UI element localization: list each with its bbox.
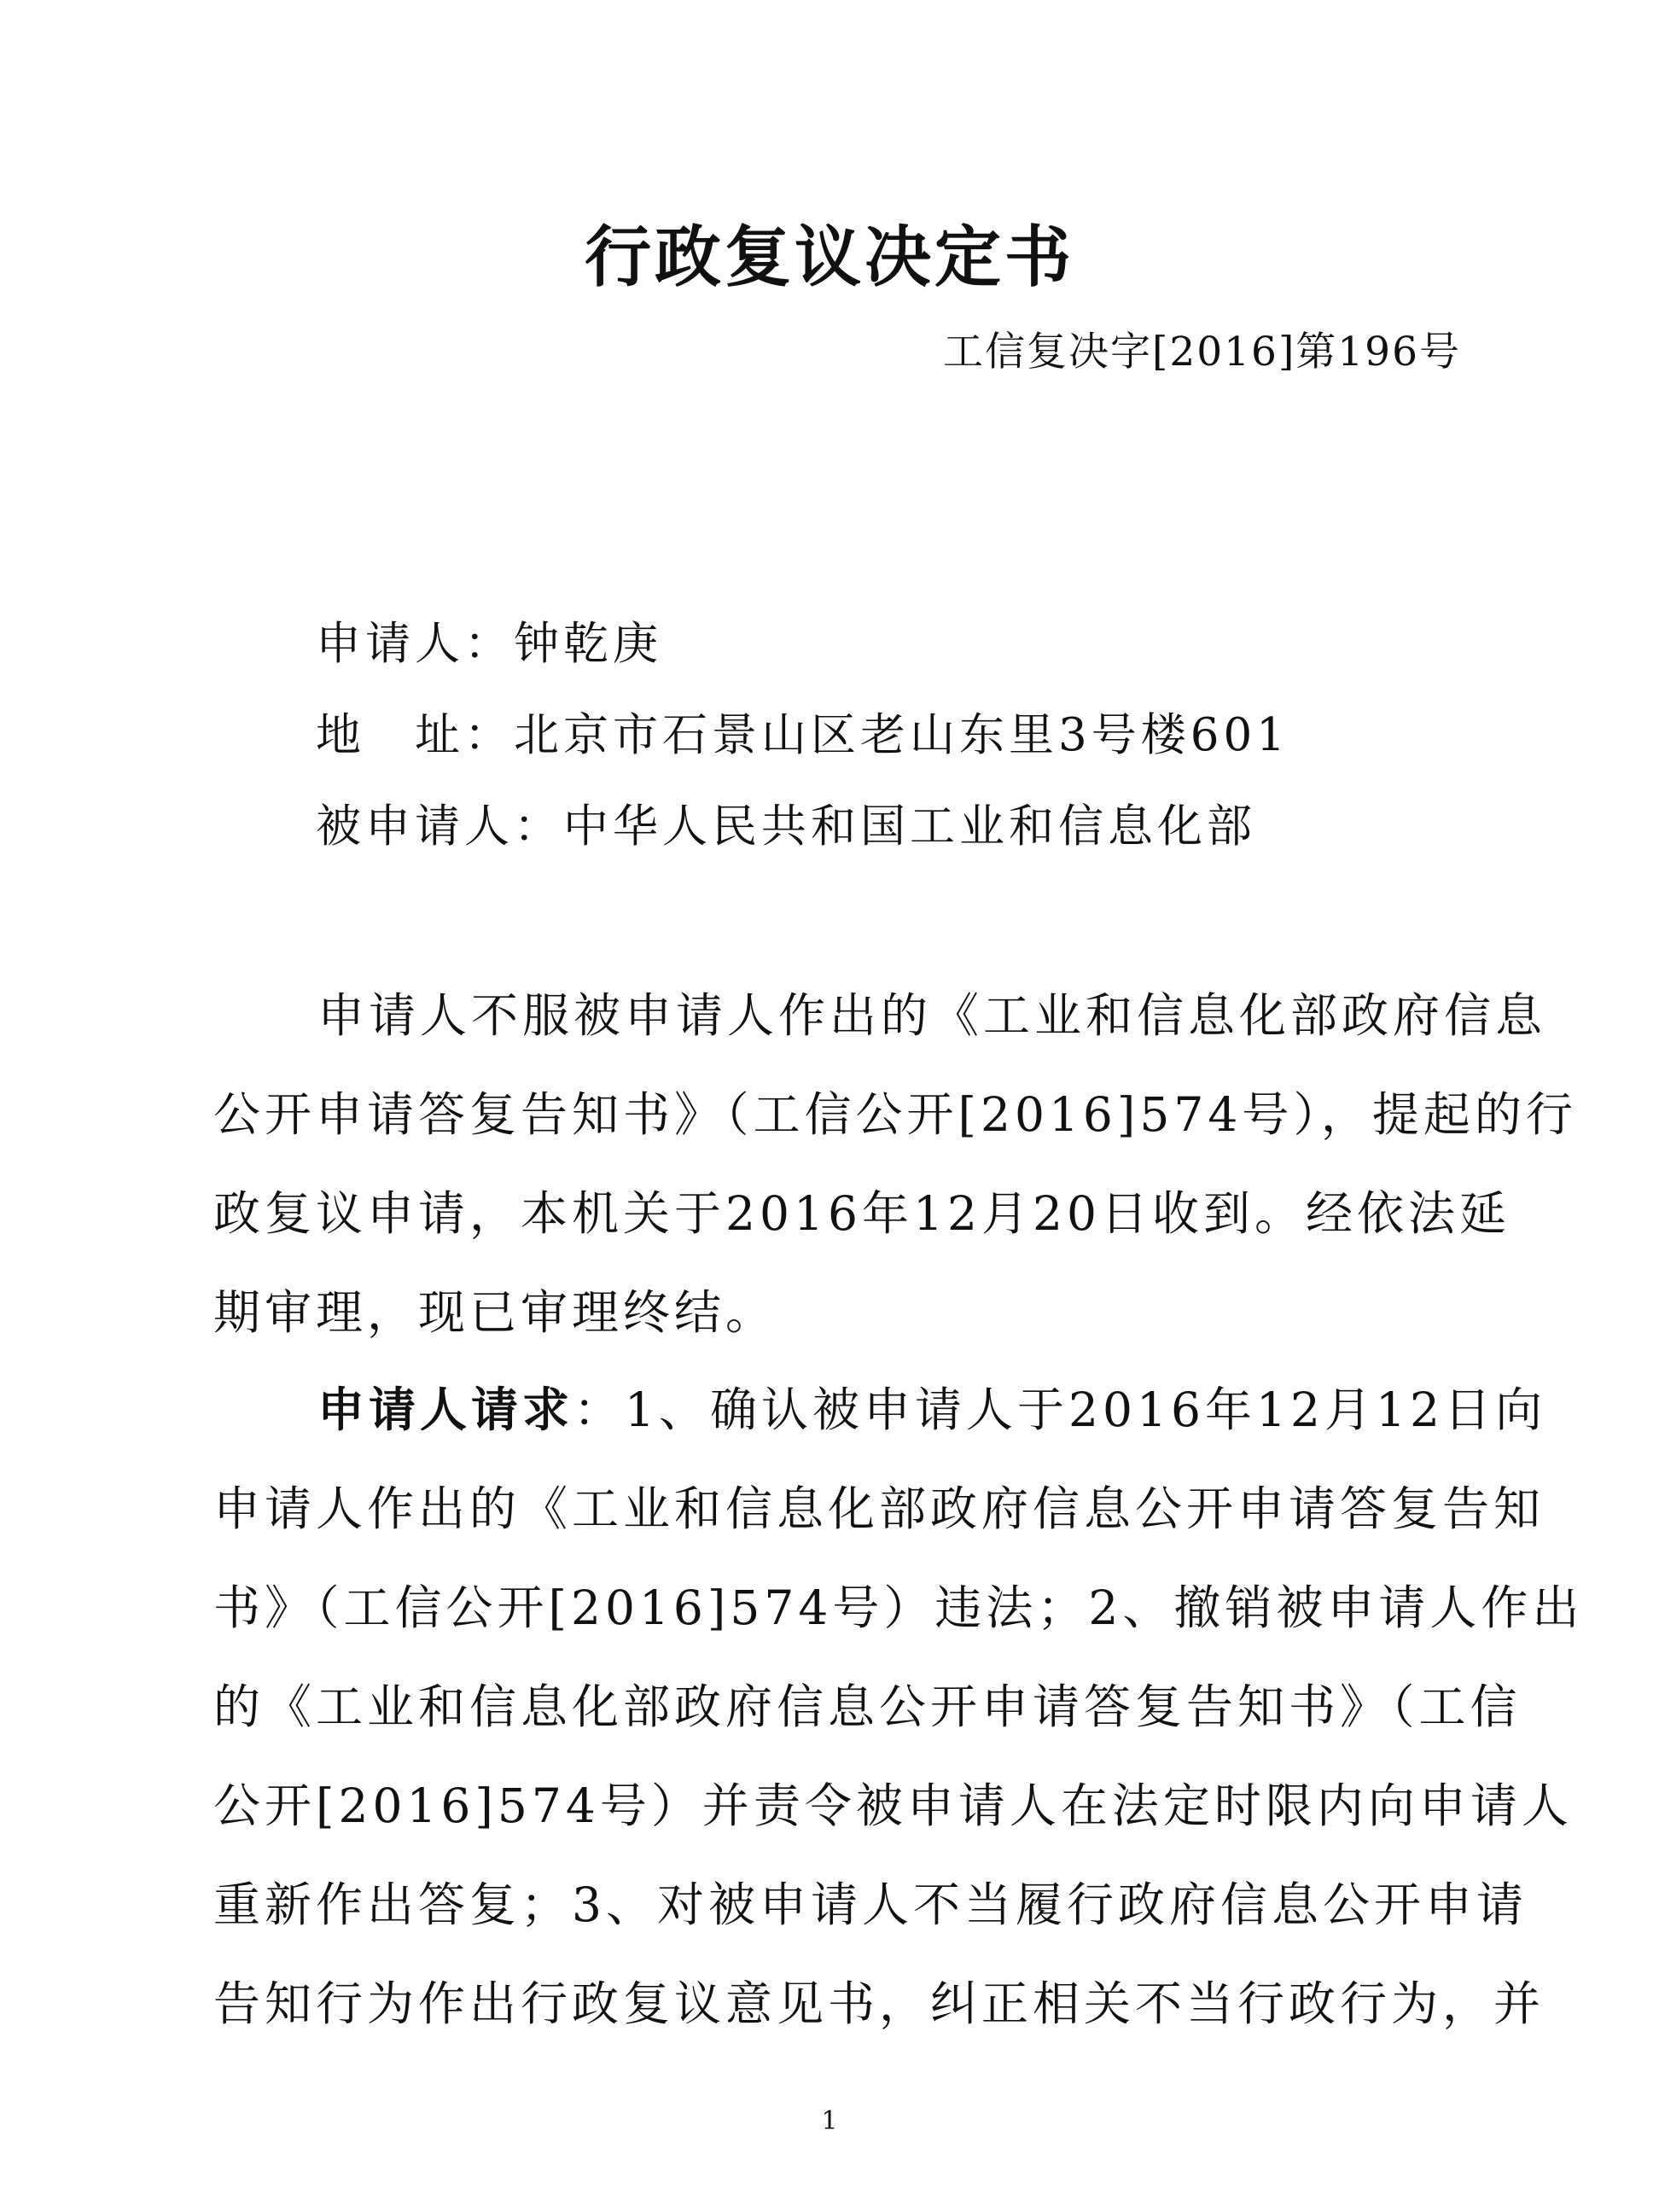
paragraph1-line3: 政复议申请，本机关于2016年12月20日收到。经依法延 (213, 1186, 1511, 1241)
paragraph2-line4: 的《工业和信息化部政府信息公开申请答复告知书》（工信 (213, 1679, 1522, 1734)
request-heading: 申请人请求 (317, 1382, 574, 1437)
applicant-label: 申请人： (316, 618, 514, 670)
document-title: 行政复议决定书 (584, 218, 1074, 296)
address-label: 地 址： (316, 709, 514, 761)
document-number: 工信复决字[2016]第196号 (943, 329, 1461, 375)
applicant-name: 钟乾庚 (514, 618, 662, 670)
paragraph2-line2: 申请人作出的《工业和信息化部政府信息公开申请答复告知 (213, 1481, 1545, 1536)
respondent-name: 中华人民共和国工业和信息化部 (563, 800, 1256, 853)
paragraph2-line7: 告知行为作出行政复议意见书，纠正相关不当行政行为，并 (213, 1976, 1545, 2031)
applicant-line (316, 617, 662, 672)
paragraph2-line5: 公开[2016]574号）并责令被申请人在法定时限内向申请人 (213, 1778, 1573, 1833)
respondent-label: 被申请人： (316, 800, 563, 853)
paragraph2-line1-text: ：1、确认被申请人于2016年12月12日向 (573, 1382, 1546, 1437)
paragraph2-line1 (317, 1382, 1546, 1438)
address-value: 北京市石景山区老山东里3号楼601 (514, 709, 1289, 761)
paragraph1-line1: 申请人不服被申请人作出的《工业和信息化部政府信息 (317, 988, 1547, 1043)
paragraph2-line3: 书》（工信公开[2016]574号）违法；2、撤销被申请人作出 (213, 1580, 1584, 1635)
paragraph1-line2: 公开申请答复告知书》（工信公开[2016]574号），提起的行 (213, 1087, 1577, 1142)
address-line (316, 708, 1289, 763)
paragraph1-line4: 期审理，现已审理终结。 (213, 1285, 777, 1340)
respondent-line (316, 800, 1256, 854)
page-number: 1 (821, 2106, 838, 2136)
paragraph2-line6: 重新作出答复；3、对被申请人不当履行政府信息公开申请 (213, 1877, 1528, 1932)
